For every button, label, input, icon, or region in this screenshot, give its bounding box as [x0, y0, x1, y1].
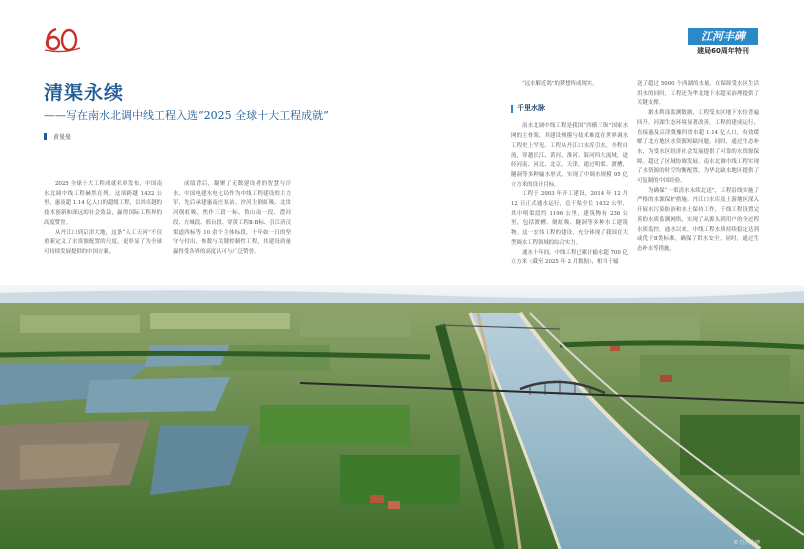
- paragraph: 为确保“一渠清水永续北送”，工程沿线实施了严格的水源保护措施。丹江口水库及上游地区深入开展水污染防治和水土保持工作，干线工程设置完善的水质监测网络，实现了从源头到用户的全过程水质监控。通水以来，中线工程水质持续稳定达到或优于Ⅱ类标准，确保了供水安全。同时，通过生态补水等措施，: [637, 187, 759, 252]
- text-column-2: [173, 180, 291, 258]
- author-name: 黄曼曼: [53, 134, 72, 141]
- article-title: 清渠永续: [44, 82, 125, 104]
- photo-caption: © 江河丰碑: [733, 540, 760, 546]
- text-column-1: [44, 180, 162, 258]
- section-marker: [511, 105, 513, 113]
- author-line: [44, 132, 71, 141]
- section-title: 千里水脉: [517, 103, 545, 112]
- aerial-canal-photo: [0, 285, 804, 549]
- paragraph: 通水十年间，中线工程已累计输水超 700 亿立方米（截至 2025 年 2 月数据），相当于输: [511, 249, 628, 266]
- paragraph: 工程于 2003 年开工建设，2014 年 12 月 12 日正式通水运行，总干渠全长 1432 公里，其中明渠段约 1196 公里，建筑物有 236 公里，包括渡槽、倒虹吸、隧洞等多种水工建筑物。这一宏伟工程的建设，充分体现了我国在大型调水工程领域的综合实力。: [511, 191, 628, 246]
- paragraph: 从丹江口到京津大地，这条“人工天河”不仅重新定义了水资源配置的尺度，更彰显了为全球可持续发展提供的中国方案。: [44, 229, 162, 255]
- text-column-4: [637, 80, 759, 255]
- section-heading: [511, 104, 628, 114]
- paragraph: 据水利部监测数据，工程受水区地下水位普遍回升，河湖生态环境显著改善，工程的建成运行，直接惠及京津冀豫四省市超 1.14 亿人口，有效缓解了北方地区水资源短缺问题，同时，通过生态补水，为受水区经济社会发展提供了可靠的水资源保障。超过了区域协调发展，南水北调中线工程实现了水资源的时空均衡配置，为华北缺水地区提供了可复制的中国经验。: [637, 110, 759, 185]
- text-column-3: [511, 80, 628, 268]
- paragraph: 2025 全球十大工程成就名单发布，中国南水北调中线工程赫然在列。这项跨越 1432 公里、惠及超 1.14 亿人口的超级工程，以其卓越的技术创新和深远的社会效益，赢得国际工程界的高度赞誉。: [44, 181, 162, 226]
- paragraph: 南水北调中线工程是我国“四横三纵”国家水网的主骨架，其建设规模与技术难度在世界调水工程史上罕见。工程从丹江口水库引水，全程自流，穿越长江、黄河、淮河、海河四大流域，途经河南、河北、北京、天津，通过明渠、渡槽、隧洞等多种输水形式，实现了中调水规模 95 亿立方米的设计目标。: [511, 123, 628, 188]
- paragraph: 送了超过 5000 个西湖的水量。在保障受水区生活用水的同时，工程还为华北地下水超采治理提供了关键支撑。: [637, 81, 759, 107]
- paragraph: 成绩背后，凝聚了无数建设者的智慧与汗水。中国电建水电七局作为中线工程建设的主力军，先后承建惠南庄泵站、沙河主倒虹吸、北汝河倒虹吸、焦作三段一标、鲁山南一段、澧河段、方城段、邢台段、穿黄工程Ⅱ-B标、引江济汉渠道四标等 10 余个主体标段。十年如一日的坚守与付出，参数与关键控制性工程，其建设质量赢得受各界的高度认可与广泛赞誉。: [173, 181, 291, 255]
- brand-badge: 江河丰碑: [688, 28, 758, 45]
- author-marker: [44, 133, 47, 140]
- anniversary-60-logo: [42, 24, 82, 54]
- article-subtitle: ——写在南水北调中线工程入选“2025 全球十大工程成就”: [44, 109, 329, 122]
- special-issue-label: 建局60周年特刊: [697, 47, 749, 55]
- paragraph: “远水解近渴”的梦想终成现实。: [522, 81, 598, 87]
